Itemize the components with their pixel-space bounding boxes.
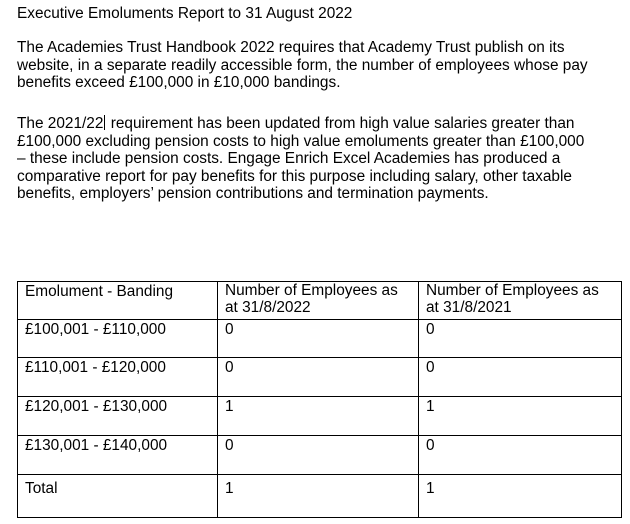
count-2022-cell: 1 [218,397,419,436]
header-employees-2021 [419,282,622,320]
banding-cell: £130,001 - £140,000 [18,436,218,475]
table-row [18,320,622,358]
report-title: Executive Emoluments Report to 31 August 2022 [17,5,353,22]
table-header-row [18,282,622,320]
count-2021-cell: 0 [419,436,622,475]
requirement-line: £100,000 excluding pension costs to high value emoluments greater than £100,000 [17,132,585,150]
table-row [18,436,622,475]
table-total-row [18,475,622,518]
header-employees-2022 [218,282,419,320]
banding-cell: £120,001 - £130,000 [18,397,218,436]
count-2021-cell: 1 [419,397,622,436]
count-2022-cell: 0 [218,358,419,397]
requirement-line-rest: requirement has been updated from high value salaries greater than [106,115,575,132]
header-text: Number of Employees as [225,282,398,299]
requirement-line: – these include pension costs. Engage Enrich Excel Academies has produced a [17,150,561,167]
requirement-line-start: The 2021/22 [17,115,104,132]
header-text: Emolument - Banding [25,283,173,300]
requirement-line: comparative report for pay benefits for this purpose including salary, other taxable [17,167,572,185]
count-2021-cell: 0 [419,358,622,397]
header-text: at 31/8/2021 [426,299,512,316]
count-2022-cell: 0 [218,436,419,475]
total-label-cell: Total [18,475,218,518]
total-2021-cell: 1 [419,475,622,518]
count-2021-cell: 0 [419,320,622,358]
banding-cell: £100,001 - £110,000 [18,320,218,358]
emoluments-table [17,281,622,518]
header-text: Number of Employees as [426,282,599,299]
intro-line: benefits exceed £100,000 in £10,000 bandings. [17,74,341,91]
table-row [18,397,622,436]
total-2022-cell: 1 [218,475,419,518]
table-row [18,358,622,397]
count-2022-cell: 0 [218,320,419,358]
requirement-paragraph [17,115,584,203]
intro-paragraph [17,39,588,92]
intro-line: website, in a separate readily accessible form, the number of employees whose pay [17,56,588,74]
banding-cell: £110,001 - £120,000 [18,358,218,397]
intro-line: The Academies Trust Handbook 2022 requires that Academy Trust publish on its [17,39,565,56]
header-text: at 31/8/2022 [225,299,311,316]
header-banding [18,282,218,320]
requirement-line: benefits, employers’ pension contributions and termination payments. [17,185,489,202]
